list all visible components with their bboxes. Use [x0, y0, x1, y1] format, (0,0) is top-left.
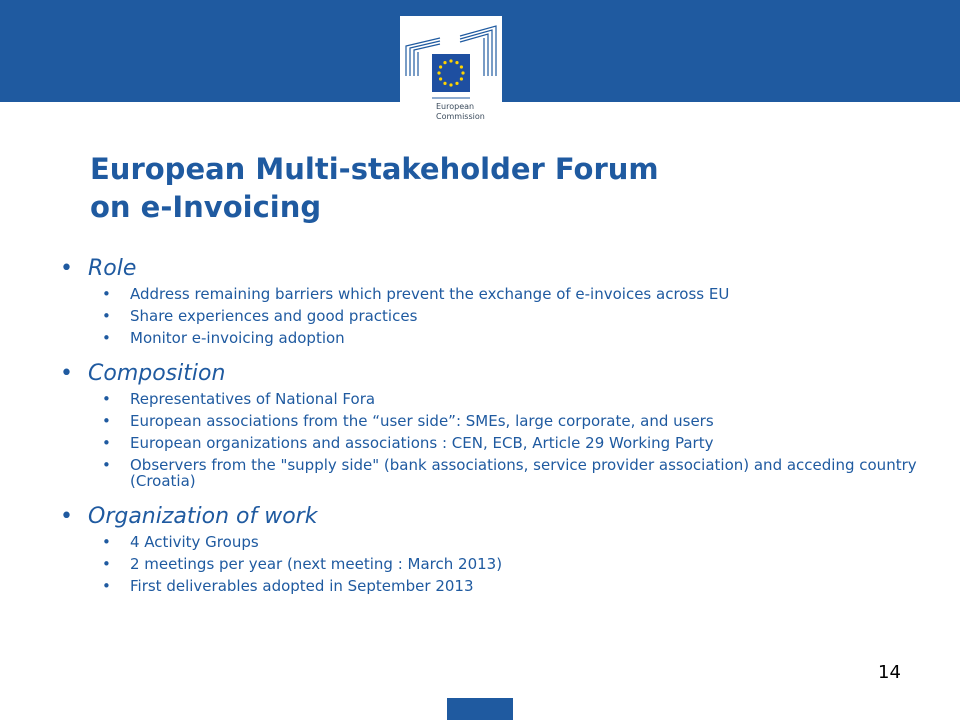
list-item: [60, 556, 940, 572]
section-heading: [60, 255, 940, 283]
list-item-text: Observers from the "supply side" (bank associations, service provider association) and acceding country (Croatia): [130, 456, 917, 490]
list-item: [60, 578, 940, 594]
bullet-icon: •: [102, 412, 111, 430]
list-item: [60, 413, 940, 429]
logo-wordmark: [436, 102, 485, 122]
list-item-text: First deliverables adopted in September 2013: [130, 577, 474, 595]
bullet-icon: •: [102, 456, 111, 474]
section-organization: [60, 503, 940, 594]
list-item-text: Representatives of National Fora: [130, 390, 376, 408]
footer-block: [447, 698, 513, 720]
bullet-content: [60, 255, 940, 608]
page-number: 14: [878, 662, 901, 683]
section-heading-text: Composition: [88, 361, 226, 386]
list-item: [60, 308, 940, 324]
bullet-icon: •: [102, 390, 111, 408]
list-item-text: 2 meetings per year (next meeting : March 2013): [130, 555, 503, 573]
section-heading-text: Role: [88, 256, 137, 281]
bullet-icon: •: [102, 285, 111, 303]
section-heading: [60, 503, 940, 531]
list-item-text: European organizations and associations : CEN, ECB, Article 29 Working Party: [130, 434, 714, 452]
list-item: [60, 534, 940, 550]
bullet-icon: •: [102, 307, 111, 325]
bullet-icon: •: [60, 256, 73, 281]
section-composition: [60, 360, 940, 489]
list-item-text: Share experiences and good practices: [130, 307, 418, 325]
list-item: [60, 286, 940, 302]
list-item-text: Address remaining barriers which prevent the exchange of e-invoices across EU: [130, 285, 730, 303]
list-item-text: 4 Activity Groups: [130, 533, 259, 551]
bullet-icon: •: [102, 329, 111, 347]
section-heading-text: Organization of work: [88, 504, 318, 529]
title-line-1: European Multi-stakeholder Forum: [90, 152, 659, 186]
list-item: [60, 330, 940, 346]
bullet-icon: •: [102, 533, 111, 551]
title-line-2: on e-Invoicing: [90, 190, 322, 224]
european-commission-logo: [400, 16, 502, 134]
logo-line-2: Commission: [436, 112, 485, 121]
list-item-text: Monitor e-invoicing adoption: [130, 329, 345, 347]
list-item-text: European associations from the “user side”: SMEs, large corporate, and users: [130, 412, 714, 430]
logo-line-1: European: [436, 102, 475, 111]
list-item: [60, 457, 940, 489]
bullet-icon: •: [60, 361, 73, 386]
page-title: [90, 150, 910, 226]
bullet-icon: •: [102, 577, 111, 595]
section-heading: [60, 360, 940, 388]
bullet-icon: •: [102, 434, 111, 452]
section-role: [60, 255, 940, 346]
list-item: [60, 391, 940, 407]
list-item: [60, 435, 940, 451]
bullet-icon: •: [102, 555, 111, 573]
bullet-icon: •: [60, 504, 73, 529]
